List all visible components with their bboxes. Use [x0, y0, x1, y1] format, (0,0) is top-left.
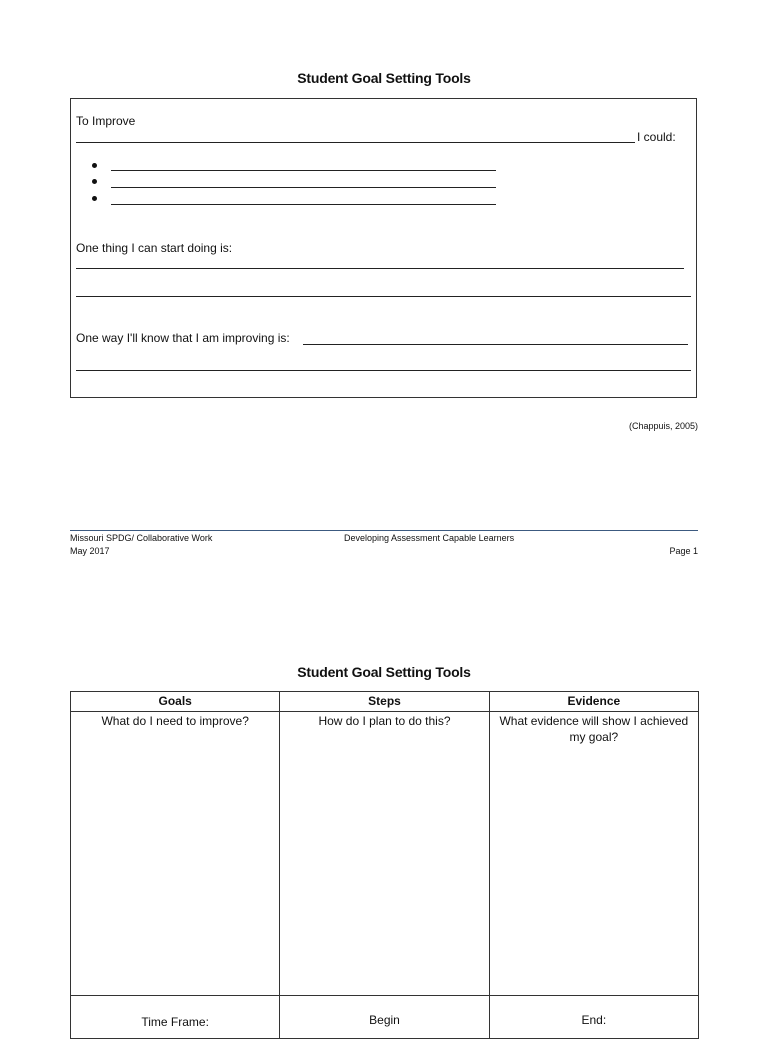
time-frame-cell: [71, 996, 280, 1039]
start-doing-blank-1[interactable]: [76, 268, 684, 269]
bullet-blank-1[interactable]: [111, 170, 496, 171]
evidence-prompt: What evidence will show I achieved my goal?: [499, 714, 689, 744]
steps-header: Steps: [280, 692, 489, 712]
evidence-header: Evidence: [489, 692, 698, 712]
page-title: Student Goal Setting Tools: [297, 664, 471, 680]
bullet-icon: [92, 179, 97, 184]
start-doing-blank-2[interactable]: [76, 296, 691, 297]
page-title: Student Goal Setting Tools: [297, 70, 471, 86]
steps-cell[interactable]: [280, 712, 489, 996]
to-improve-label: To Improve: [76, 114, 136, 128]
end-cell[interactable]: [489, 996, 698, 1039]
begin-label: Begin: [369, 1013, 400, 1027]
goals-cell[interactable]: [71, 712, 280, 996]
end-label: End:: [581, 1013, 607, 1027]
know-improving-blank-1[interactable]: [303, 344, 688, 345]
bullet-icon: [92, 196, 97, 201]
goal-table: [70, 691, 699, 1039]
begin-cell[interactable]: [280, 996, 489, 1039]
goal-setting-box: [70, 98, 697, 398]
goals-prompt: What do I need to improve?: [101, 714, 249, 728]
citation: (Chappuis, 2005): [628, 421, 698, 431]
bullet-blank-3[interactable]: [111, 204, 496, 205]
footer-divider: [70, 530, 698, 531]
start-doing-label: One thing I can start doing is:: [76, 241, 233, 255]
steps-prompt: How do I plan to do this?: [318, 714, 451, 728]
know-improving-blank-2[interactable]: [76, 370, 691, 371]
footer-page-number: Page 1: [669, 546, 698, 556]
i-could-label: I could:: [637, 130, 676, 144]
know-improving-label: One way I'll know that I am improving is:: [76, 331, 290, 345]
footer-org: Missouri SPDG/ Collaborative Work: [70, 533, 213, 543]
time-frame-label: Time Frame:: [141, 1015, 209, 1029]
bullet-icon: [92, 163, 97, 168]
evidence-cell[interactable]: [489, 712, 698, 996]
bullet-blank-2[interactable]: [111, 187, 496, 188]
footer-doc-title: Developing Assessment Capable Learners: [344, 533, 515, 543]
goals-header: Goals: [71, 692, 280, 712]
to-improve-blank[interactable]: [76, 142, 635, 143]
footer-date: May 2017: [70, 546, 110, 556]
